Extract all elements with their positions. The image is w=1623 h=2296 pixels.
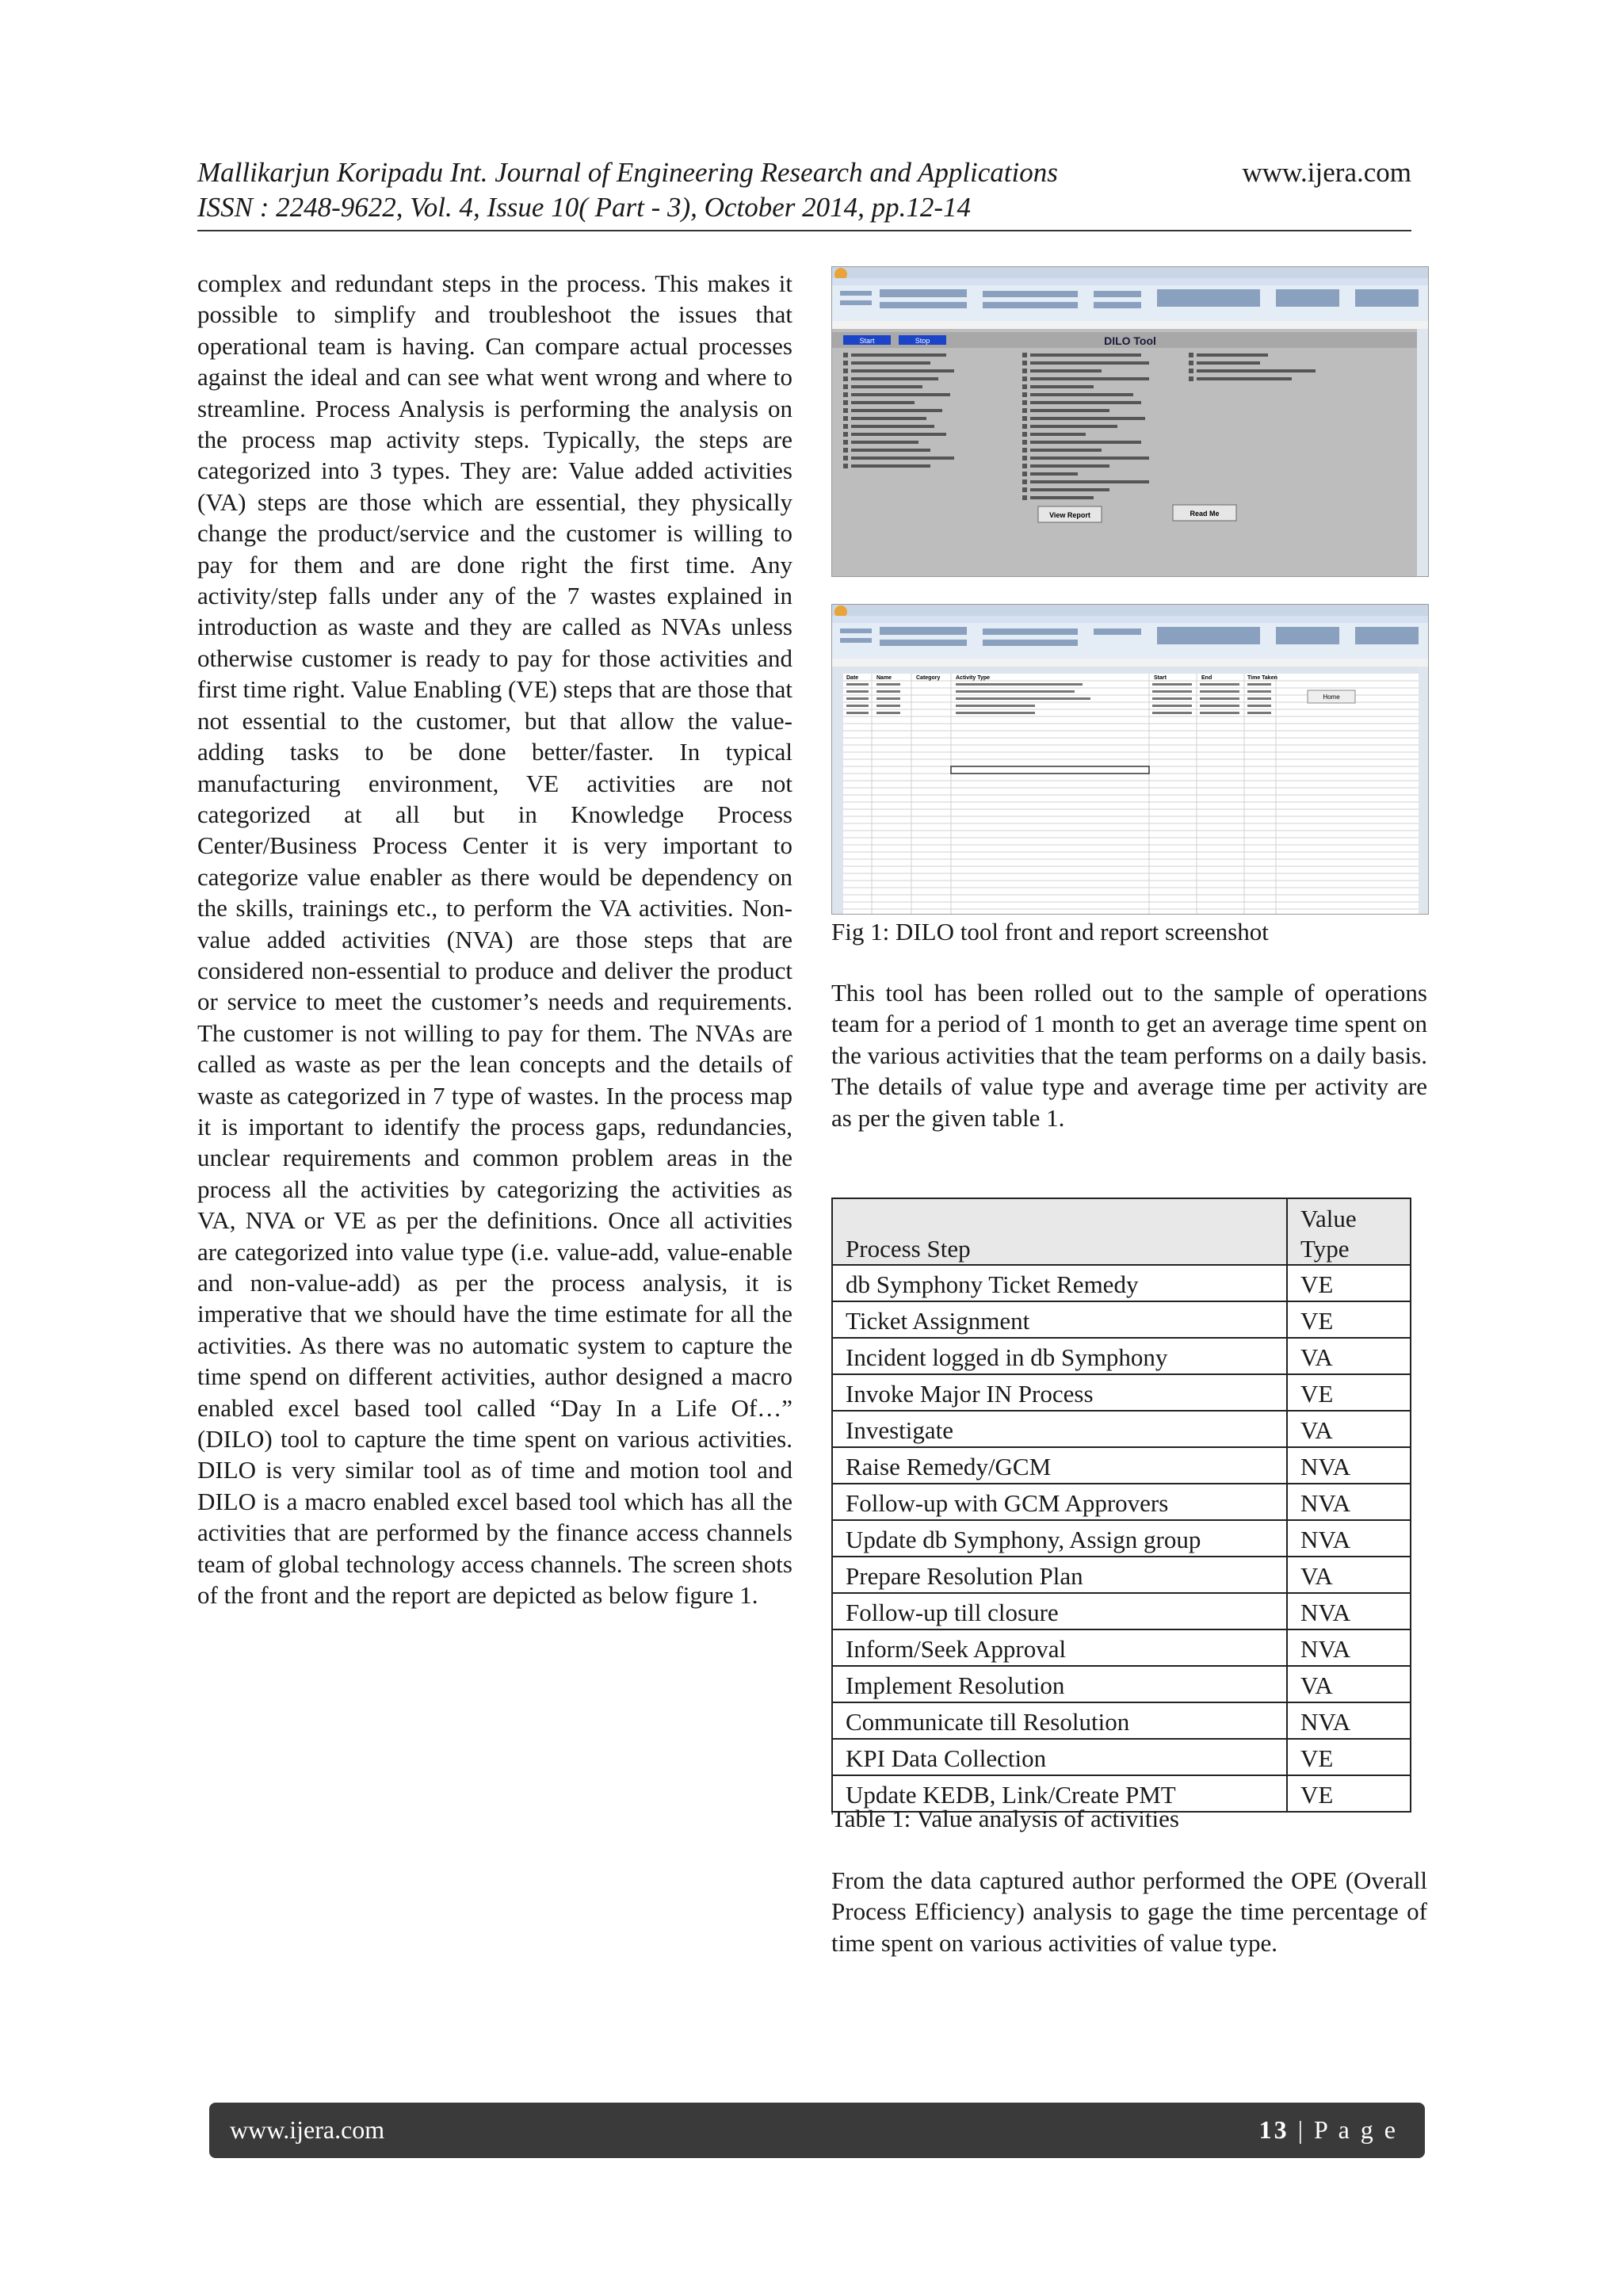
- table-row: [832, 1301, 1411, 1338]
- table-row: [832, 1702, 1411, 1739]
- table-header-row: [832, 1198, 1411, 1265]
- page-footer: [209, 2103, 1425, 2158]
- table-row: [832, 1338, 1411, 1374]
- table-cell: Implement Resolution: [832, 1666, 1287, 1702]
- table-row: [832, 1520, 1411, 1557]
- table-cell: Incident logged in db Symphony: [832, 1338, 1287, 1374]
- table-cell: VE: [1287, 1739, 1411, 1775]
- table-cell: NVA: [1287, 1702, 1411, 1739]
- table-cell: VA: [1287, 1411, 1411, 1447]
- figure-screenshot-dilo-front: [831, 266, 1429, 577]
- table-cell: Update KEDB, Link/Create PMT: [832, 1775, 1287, 1812]
- svg-text:Stop: Stop: [915, 337, 930, 345]
- table-cell: KPI Data Collection: [832, 1739, 1287, 1775]
- table-cell: Follow-up with GCM Approvers: [832, 1484, 1287, 1520]
- figure-screenshot-dilo-report: [831, 604, 1429, 915]
- table-cell: VE: [1287, 1374, 1411, 1411]
- table-cell: Prepare Resolution Plan: [832, 1557, 1287, 1593]
- table-cell: NVA: [1287, 1484, 1411, 1520]
- table-cell: Ticket Assignment: [832, 1301, 1287, 1338]
- left-column-text: complex and redundant steps in the process. This makes it possible to simplify and troubleshoot the issues that operational team is having. Can compare actual processes against the ideal and can see what went wrong and where to streamline. Process Analysis is performing the analysis on the process map activity steps. Typically, the steps are categorized into 3 types. They are: Value added activities (VA) steps are those which are essential, they physically change the product/service and the customer is willing to pay for them and are done right the first time. Any activity/step falls under any of the 7 wastes explained in introduction as waste and they are called as NVAs unless otherwise customer is ready to pay for those activities and first time right. Value Enabling (VE) steps that are those that not essential to the customer, but that allow the value-adding tasks to be done better/faster. In typical manufacturing environment, VE activities are not categorized at all but in Knowledge Process Center/Business Process Center it is very important to categorize value enabler as there would be dependency on the skills, trainings etc., to perform the VA activities. Non-value added activities (NVA) are those steps that are considered non-essential to produce and deliver the product or service to meet the customer’s needs and requirements. The customer is not willing to pay for them. The NVAs are called as waste as per the lean concepts and the details of waste as categorized in 7 type of wastes. In the process map it is important to identify the process gaps, redundancies, unclear requirements and common problem areas in the process all the activities by categorizing the activities as VA, NVA or VE as per the definitions. Once all activities are categorized into value type (i.e. value-add, value-enable and non-value-add) as per the process analysis, it is imperative that we should have the time estimate for all the activities. As there was no automatic system to capture the time spend on different activities, author designed a macro enabled excel based tool called “Day In a Life Of…” (DILO) tool to capture the time spent on various activities. DILO is very similar tool as of time and motion tool and DILO is a macro enabled excel based tool which has all the activities that are performed by the finance access channels team of global technology access channels. The screen shots of the front and the report are depicted as below figure 1.: [197, 269, 792, 1610]
- table-row: [832, 1593, 1411, 1629]
- table-cell: Invoke Major IN Process: [832, 1374, 1287, 1411]
- table-row: [832, 1557, 1411, 1593]
- table-cell: VA: [1287, 1666, 1411, 1702]
- svg-text:Category: Category: [916, 675, 941, 681]
- table-cell: VA: [1287, 1338, 1411, 1374]
- header-rule: [197, 230, 1411, 231]
- table-cell: NVA: [1287, 1629, 1411, 1666]
- journal-line: Mallikarjun Koripadu Int. Journal of Engineering Research and Applications: [197, 157, 1058, 188]
- svg-text:View Report: View Report: [1049, 511, 1090, 519]
- header-url[interactable]: www.ijera.com: [1242, 157, 1411, 188]
- value-analysis-table: [831, 1198, 1411, 1813]
- svg-text:Start: Start: [1154, 675, 1167, 681]
- table-cell: VE: [1287, 1265, 1411, 1301]
- paragraph-ope-analysis: From the data captured author performed the OPE (Overall Process Efficiency) analysis to gage the time percentage of time spent on various activities of value type.: [831, 1866, 1427, 1957]
- svg-text:End: End: [1201, 675, 1212, 681]
- page-number: 13 | P a g e: [1258, 2115, 1398, 2144]
- svg-text:Activity Type: Activity Type: [956, 675, 991, 681]
- table-header-cell: Value Type: [1287, 1198, 1411, 1265]
- table-cell: Raise Remedy/GCM: [832, 1447, 1287, 1484]
- svg-text:Home: Home: [1323, 693, 1340, 701]
- svg-text:Name: Name: [876, 675, 892, 681]
- table-row: [832, 1666, 1411, 1702]
- running-header: [197, 155, 1411, 225]
- svg-text:Start: Start: [859, 337, 875, 345]
- svg-text:Time Taken: Time Taken: [1247, 675, 1277, 681]
- table-caption: Table 1: Value analysis of activities: [831, 1805, 1179, 1832]
- table-cell: NVA: [1287, 1593, 1411, 1629]
- table-cell: db Symphony Ticket Remedy: [832, 1265, 1287, 1301]
- svg-text:Date: Date: [846, 675, 859, 681]
- table-row: [832, 1265, 1411, 1301]
- table-cell: NVA: [1287, 1447, 1411, 1484]
- table-row: [832, 1411, 1411, 1447]
- table-cell: VA: [1287, 1557, 1411, 1593]
- table-cell: Inform/Seek Approval: [832, 1629, 1287, 1666]
- footer-url[interactable]: www.ijera.com: [230, 2115, 385, 2144]
- svg-text:Read Me: Read Me: [1190, 510, 1220, 518]
- table-row: [832, 1447, 1411, 1484]
- table-row: [832, 1629, 1411, 1666]
- table-header-cell: Process Step: [832, 1198, 1287, 1265]
- table-cell: VE: [1287, 1775, 1411, 1812]
- table-cell: VE: [1287, 1301, 1411, 1338]
- issn-line: ISSN : 2248-9622, Vol. 4, Issue 10( Part - 3), October 2014, pp.12-14: [197, 192, 972, 223]
- table-cell: Follow-up till closure: [832, 1593, 1287, 1629]
- table-cell: Investigate: [832, 1411, 1287, 1447]
- table-cell: Communicate till Resolution: [832, 1702, 1287, 1739]
- table-row: [832, 1739, 1411, 1775]
- table-cell: Update db Symphony, Assign group: [832, 1520, 1287, 1557]
- paragraph-tool-rollout: This tool has been rolled out to the sample of operations team for a period of 1 month to get an average time spent on the various activities that the team performs on a daily basis. The details of value type and average time per activity are as per the given table 1.: [831, 979, 1427, 1132]
- table-row: [832, 1484, 1411, 1520]
- figure-caption: Fig 1: DILO tool front and report screenshot: [831, 918, 1269, 946]
- table-cell: NVA: [1287, 1520, 1411, 1557]
- table-row: [832, 1374, 1411, 1411]
- dilo-tool-title: DILO Tool: [1104, 334, 1156, 347]
